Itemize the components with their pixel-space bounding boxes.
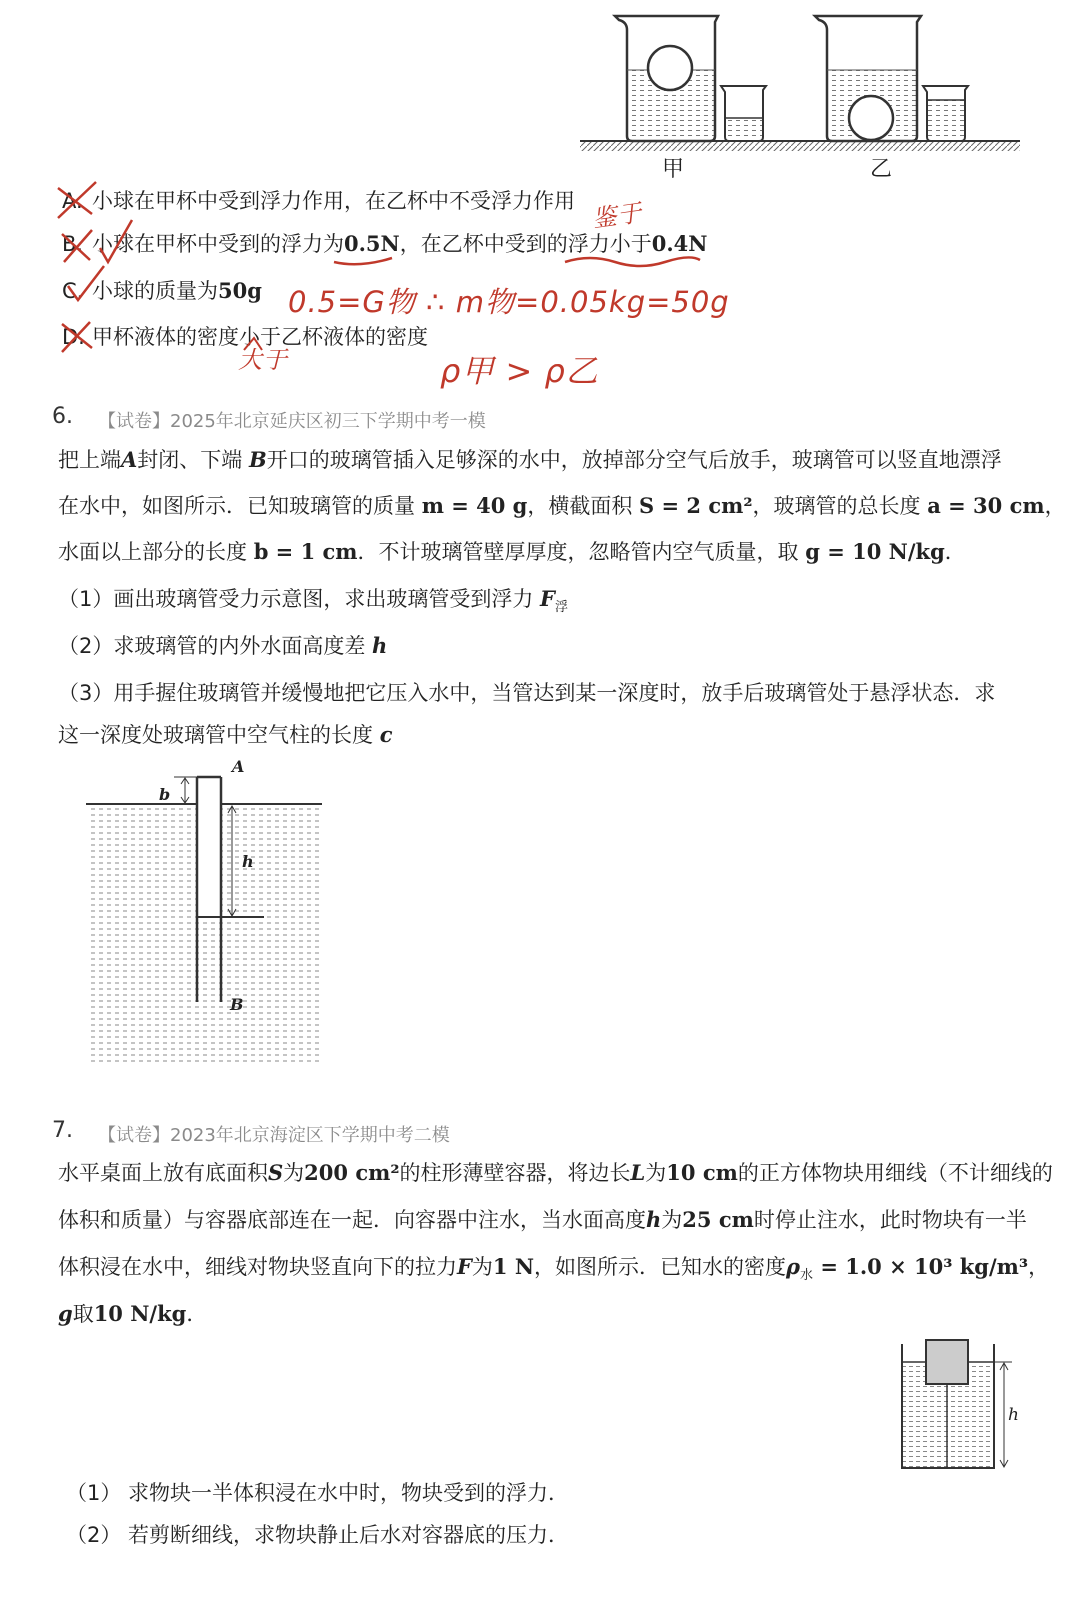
option-text: 甲杯液体的密度小于乙杯液体的密度 xyxy=(92,325,428,349)
text: 为 xyxy=(283,1161,305,1185)
text: ． xyxy=(186,1302,208,1326)
text: （1）画出玻璃管受力示意图，求出玻璃管受到浮力 xyxy=(58,587,541,611)
label-h: h xyxy=(1008,1405,1019,1425)
text: ．不计玻璃管壁厚厚度，忽略管内空气质量，取 xyxy=(357,540,806,564)
var-f: F xyxy=(457,1254,472,1279)
var-b: B xyxy=(248,447,267,472)
q6-line-3 xyxy=(58,529,966,575)
question-source[interactable]: 【试卷】2023年北京海淀区下学期中考二模 xyxy=(98,1125,450,1146)
var-a: A xyxy=(121,447,138,472)
text: 把上端 xyxy=(58,448,121,472)
q7-line-1 xyxy=(58,1150,1053,1196)
var-c: c xyxy=(379,722,393,747)
q7-line-4 xyxy=(58,1291,207,1337)
q7-line-2 xyxy=(58,1197,1027,1243)
handwriting-note-d-word: 大于 xyxy=(238,346,288,374)
formula: = 1.0 × 10³ kg/m³ xyxy=(813,1254,1029,1279)
text: 在水中，如图所示．已知玻璃管的质量 xyxy=(58,494,422,518)
var-s: S xyxy=(268,1160,284,1185)
q6-sub-2 xyxy=(58,631,387,661)
text: 取 xyxy=(72,1302,94,1326)
q6-sub-3: （3）用手握住玻璃管并缓慢地把它压入水中，当管达到某一深度时，放手后玻璃管处于悬浮状态．求 xyxy=(58,681,996,705)
text: ，如图所示．已知水的密度 xyxy=(534,1255,787,1279)
q7-sub-1: （1） 求物块一半体积浸在水中时，物块受到的浮力． xyxy=(66,1481,570,1505)
text: 为 xyxy=(645,1161,667,1185)
label-A: A xyxy=(232,757,245,776)
label-h: h xyxy=(242,852,254,871)
q6-sub-1 xyxy=(58,584,568,623)
label-jia: 甲 xyxy=(661,157,685,182)
formula: 10 N/kg xyxy=(93,1301,187,1326)
tube-figure xyxy=(82,752,332,1068)
subscript: 浮 xyxy=(554,600,568,616)
beaker-figure xyxy=(575,8,1025,188)
formula: a = 30 cm xyxy=(927,493,1045,518)
text: 时停止注水，此时物块有一半 xyxy=(753,1208,1027,1232)
text: 体积浸在水中，细线对物块竖直向下的拉力 xyxy=(58,1255,457,1279)
formula: 10 cm xyxy=(666,1160,738,1185)
handwriting-note-b: 鉴于 xyxy=(590,198,645,234)
question-number: 6. xyxy=(52,404,73,429)
option-value: 50g xyxy=(218,278,262,303)
formula: b = 1 cm xyxy=(253,539,358,564)
option-letter: D. xyxy=(62,325,85,349)
beaker-yi xyxy=(815,16,921,141)
var-g: g xyxy=(58,1301,73,1326)
text: 水面以上部分的长度 xyxy=(58,540,254,564)
container-figure xyxy=(894,1334,1024,1476)
q7-sub-2: （2） 若剪断细线，求物块静止后水对容器底的压力． xyxy=(66,1523,570,1547)
small-beaker-yi xyxy=(923,86,968,141)
option-text: 小球在甲杯中受到的浮力为 xyxy=(92,232,344,256)
formula: g = 10 N/kg xyxy=(805,539,945,564)
text: ． xyxy=(944,540,966,564)
text: （2）求玻璃管的内外水面高度差 xyxy=(58,634,373,658)
text: 的柱形薄壁容器，将边长 xyxy=(399,1161,631,1185)
var-f: F xyxy=(540,586,555,611)
text: ，玻璃管的总长度 xyxy=(752,494,928,518)
q6-line-2 xyxy=(58,483,1066,529)
formula: 200 cm² xyxy=(304,1160,400,1185)
option-value: 0.5N xyxy=(344,231,400,256)
formula: 25 cm xyxy=(682,1207,754,1232)
text: 水平桌面上放有底面积 xyxy=(58,1161,268,1185)
q6-sub-3-cont xyxy=(58,720,392,750)
text: 这一深度处玻璃管中空气柱的长度 xyxy=(58,723,380,747)
option-text: 小球的质量为 xyxy=(92,279,218,303)
q6-line-1 xyxy=(58,437,1002,483)
formula: 1 N xyxy=(492,1254,535,1279)
option-letter: C. xyxy=(62,279,84,303)
var-h: h xyxy=(646,1207,662,1232)
formula: m = 40 g xyxy=(421,493,528,518)
option-text: 小球在甲杯中受到浮力作用，在乙杯中不受浮力作用 xyxy=(92,189,575,213)
option-text: ，在乙杯中受到的浮力小于 xyxy=(399,232,652,256)
text: ， xyxy=(1044,494,1066,518)
option-value: 0.4N xyxy=(651,231,708,256)
text: 开口的玻璃管插入足够深的水中，放掉部分空气后放手，玻璃管可以竖直地漂浮 xyxy=(266,448,1002,472)
beaker-jia xyxy=(615,16,718,141)
text: ，横截面积 xyxy=(527,494,640,518)
handwriting-note-c: 0.5=G物 ∴ m物=0.05kg=50g xyxy=(288,285,730,319)
var-l: L xyxy=(630,1160,646,1185)
text: 体积和质量）与容器底部连在一起．向容器中注水，当水面高度 xyxy=(58,1208,646,1232)
text: ， xyxy=(1028,1255,1050,1279)
formula: S = 2 cm² xyxy=(639,493,753,518)
question-source[interactable]: 【试卷】2025年北京延庆区初三下学期中考一模 xyxy=(98,411,486,432)
text: 为 xyxy=(471,1255,493,1279)
text: 为 xyxy=(661,1208,683,1232)
var-h: h xyxy=(372,633,388,658)
small-beaker-jia xyxy=(721,86,766,141)
text: 的正方体物块用细线（不计细线的 xyxy=(737,1161,1053,1185)
option-letter: A. xyxy=(62,189,83,213)
label-B: B xyxy=(230,995,244,1014)
subscript: 水 xyxy=(800,1268,814,1284)
handwriting-note-d-relation: ρ甲 > ρ乙 xyxy=(440,352,599,390)
question-number: 7. xyxy=(52,1118,73,1143)
var-rho: ρ xyxy=(786,1254,801,1279)
label-b: b xyxy=(159,785,171,804)
option-letter: B. xyxy=(62,232,84,256)
text: 封闭、下端 xyxy=(137,448,249,472)
label-yi: 乙 xyxy=(869,157,893,182)
